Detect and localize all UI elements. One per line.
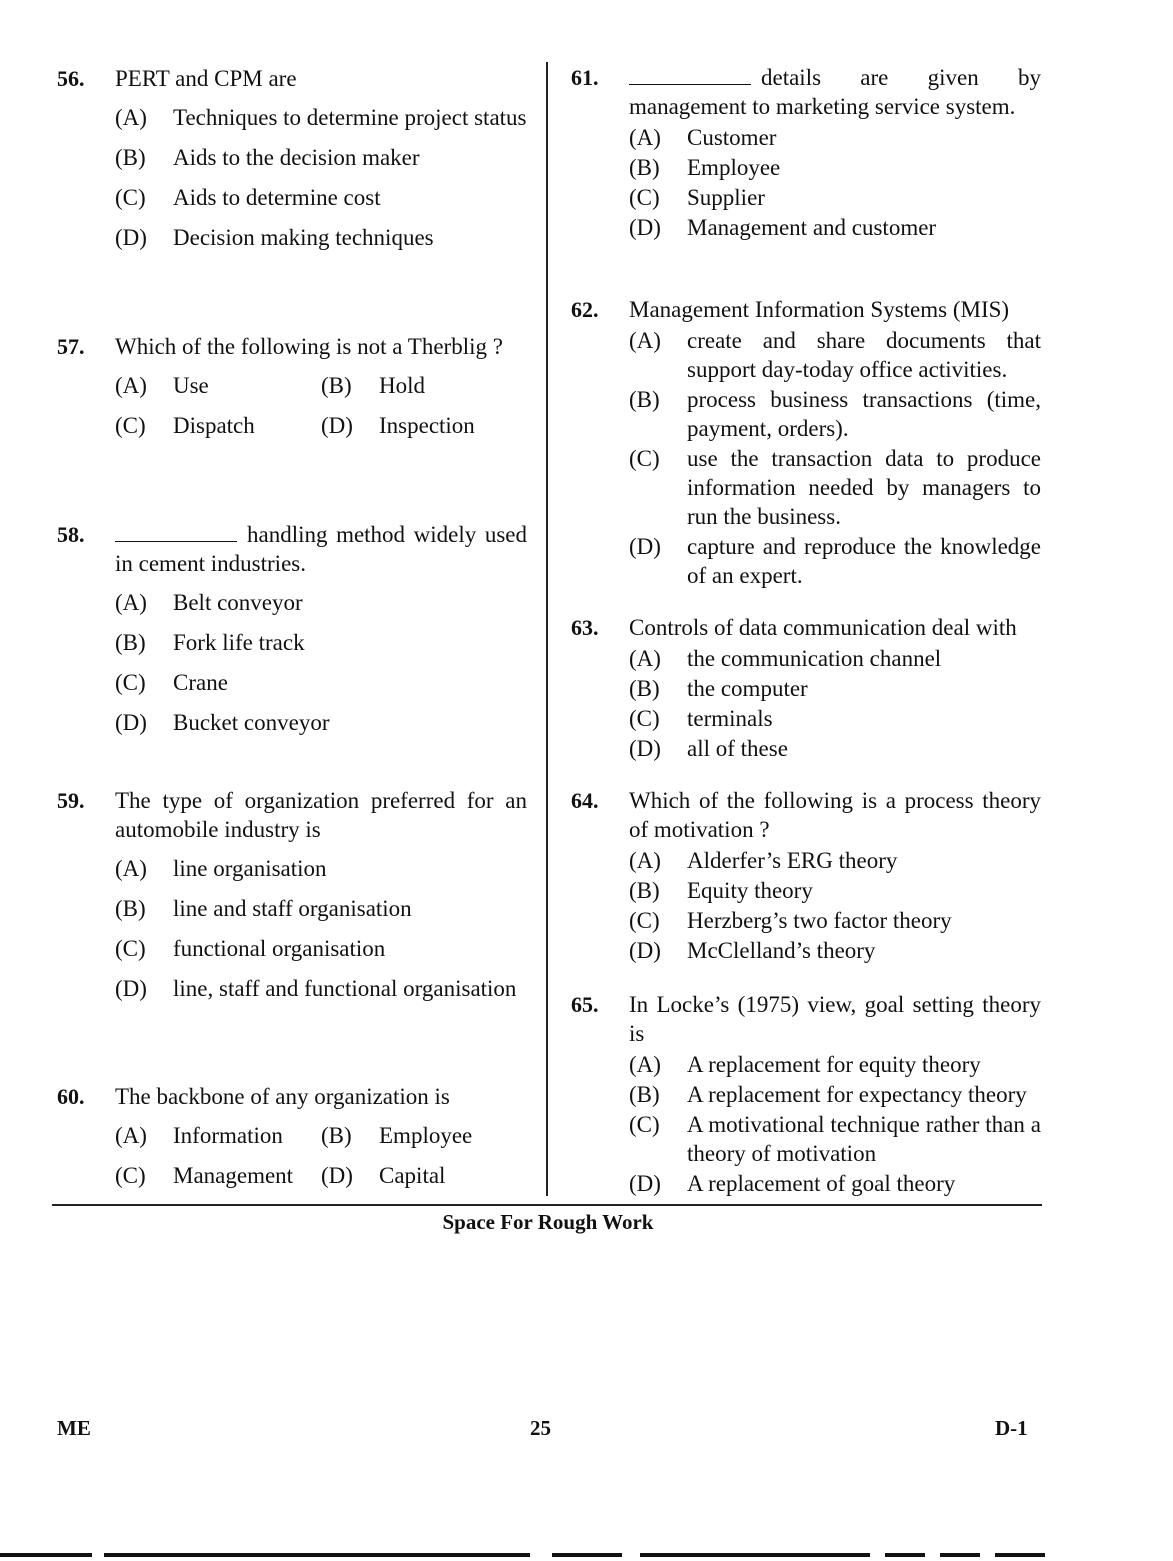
column-divider — [546, 62, 548, 1196]
option-c: (C) Management — [115, 1163, 294, 1188]
option-row — [115, 371, 527, 400]
option-d: (D) Decision making techniques — [115, 225, 434, 250]
question-60 — [57, 1082, 527, 1201]
question-text: The type of organization preferred for an automobile industry is — [115, 788, 527, 842]
footer-series-code: D-1 — [995, 1416, 1028, 1440]
bottom-border-segment — [104, 1553, 530, 1557]
option-b: (B) A replacement for expectancy theory — [629, 1082, 1027, 1107]
option-a: (A) the communication channel — [629, 646, 942, 671]
option-a: (A) line organisation — [115, 856, 327, 881]
question-number: 57. — [57, 334, 85, 359]
question-number: 61. — [571, 65, 599, 90]
option-c: (C) Crane — [115, 670, 228, 695]
option-d: (D) Management and customer — [629, 215, 937, 240]
bottom-border-segment — [0, 1553, 92, 1557]
option-b: (B) Employee — [629, 155, 781, 180]
option-a: (A) Alderfer’s ERG theory — [629, 848, 898, 873]
bottom-border-segment — [885, 1553, 925, 1557]
option-b: (B) the computer — [629, 676, 808, 701]
option-b: (B) process business transactions (time, payment, orders). — [629, 387, 1041, 441]
bottom-border-segment — [640, 1553, 870, 1557]
option-row — [115, 411, 527, 440]
question-57 — [57, 332, 527, 451]
option-d: (D) line, staff and functional organisation — [115, 976, 517, 1001]
option-d: (D) Capital — [321, 1163, 446, 1188]
question-text: Which of the following is a process theory of motivation ? — [629, 788, 1041, 842]
option-row — [115, 1121, 527, 1150]
option-a: (A) A replacement for equity theory — [629, 1052, 981, 1077]
question-61 — [571, 63, 1041, 243]
options-list — [115, 1121, 527, 1190]
option-d: (D) A replacement of goal theory — [629, 1171, 956, 1196]
options-list — [629, 123, 1041, 242]
option-d: (D) all of these — [629, 736, 788, 761]
question-number: 58. — [57, 522, 85, 547]
option-c: (C) Herzberg’s two factor theory — [629, 908, 952, 933]
bottom-border-segment — [995, 1553, 1045, 1557]
option-b: (B) Aids to the decision maker — [115, 145, 420, 170]
options-list — [115, 588, 527, 737]
question-58 — [57, 520, 527, 748]
option-c: (C) A motivational technique rather than a theory of motivation — [629, 1112, 1041, 1166]
option-a: (A) Belt conveyor — [115, 590, 303, 615]
option-b: (B) Fork life track — [115, 630, 305, 655]
option-c: (C) terminals — [629, 706, 773, 731]
question-number: 62. — [571, 297, 599, 322]
options-list — [629, 846, 1041, 965]
option-b: (B) Employee — [321, 1123, 473, 1148]
page-number: 25 — [530, 1416, 551, 1440]
option-a: (A) create and share documents that support day-today office activities. — [629, 328, 1041, 382]
option-c: (C) Supplier — [629, 185, 765, 210]
question-59 — [57, 786, 527, 1014]
question-text: Which of the following is not a Therblig ? — [115, 334, 503, 359]
option-d: (D) McClelland’s theory — [629, 938, 876, 963]
option-c: (C) Aids to determine cost — [115, 185, 381, 210]
options-list — [115, 854, 527, 1003]
answer-blank — [115, 523, 237, 542]
question-text: Management Information Systems (MIS) — [629, 297, 1010, 322]
option-b: (B) Hold — [321, 373, 425, 398]
options-list — [115, 371, 527, 440]
option-c: (C) use the transaction data to produce information needed by managers to run the business. — [629, 446, 1041, 529]
options-list — [629, 1050, 1041, 1198]
options-list — [629, 644, 1041, 763]
bottom-border-segment — [940, 1553, 980, 1557]
rough-work-heading: Space For Rough Work — [442, 1210, 654, 1234]
question-text: handling method widely used in cement industries. — [115, 522, 527, 576]
question-number: 60. — [57, 1084, 85, 1109]
question-text: In Locke’s (1975) view, goal setting theory is — [629, 992, 1041, 1046]
option-a: (A) Customer — [629, 125, 777, 150]
question-text: PERT and CPM are — [115, 66, 297, 91]
option-b: (B) Equity theory — [629, 878, 813, 903]
question-number: 63. — [571, 615, 599, 640]
question-62 — [571, 295, 1041, 591]
option-a: (A) Information — [115, 1123, 283, 1148]
options-list — [629, 326, 1041, 590]
option-d: (D) Bucket conveyor — [115, 710, 330, 735]
question-number: 64. — [571, 788, 599, 813]
question-number: 56. — [57, 66, 85, 91]
question-56 — [57, 64, 527, 263]
answer-blank — [629, 66, 751, 85]
question-63 — [571, 613, 1041, 764]
question-text: Controls of data communication deal with — [629, 615, 1017, 640]
footer-subject-code: ME — [57, 1416, 91, 1440]
question-65 — [571, 990, 1041, 1199]
option-c: (C) functional organisation — [115, 936, 386, 961]
bottom-border-segment — [552, 1553, 622, 1557]
option-a: (A) Use — [115, 373, 209, 398]
option-b: (B) line and staff organisation — [115, 896, 412, 921]
option-row — [115, 1161, 527, 1190]
section-rule — [52, 1204, 1042, 1206]
question-number: 65. — [571, 992, 599, 1017]
option-d: (D) capture and reproduce the knowledge of an expert. — [629, 534, 1041, 588]
question-64 — [571, 786, 1041, 966]
question-number: 59. — [57, 788, 85, 813]
question-text: details are given by management to marketing service system. — [629, 65, 1041, 119]
option-a: (A) Techniques to determine project status — [115, 105, 527, 130]
option-c: (C) Dispatch — [115, 413, 255, 438]
options-list — [115, 103, 527, 252]
question-text: The backbone of any organization is — [115, 1084, 450, 1109]
option-d: (D) Inspection — [321, 413, 475, 438]
